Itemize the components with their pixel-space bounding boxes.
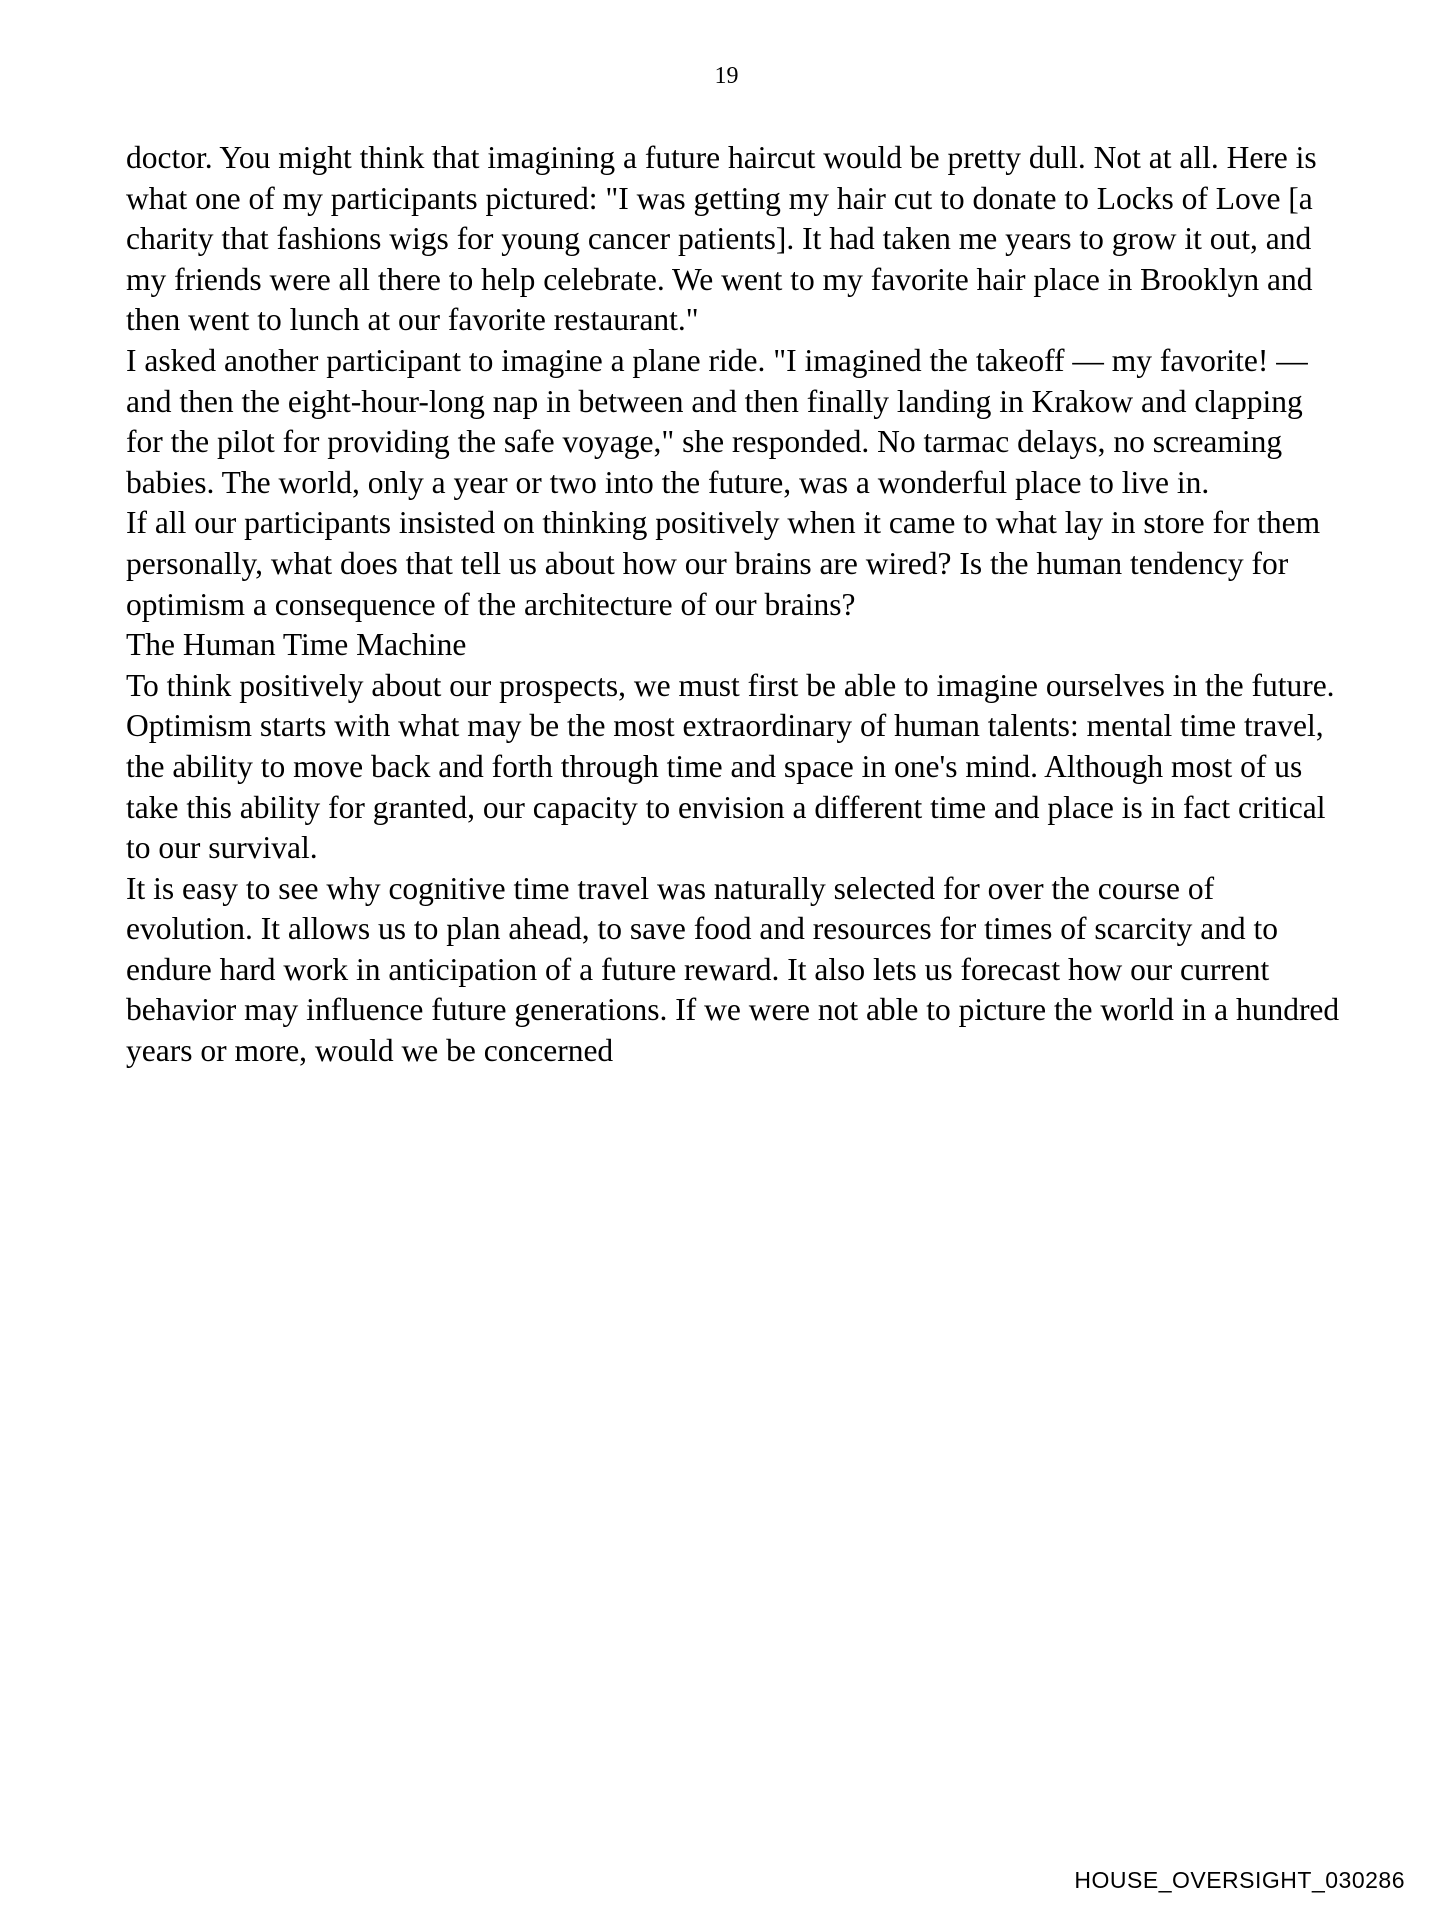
paragraph: To think positively about our prospects, we must first be able to imagine ourselves in the future. Optimism starts with what may be the most extraordinary of human talents: mental time travel, the ability to move back and forth through time and space in one's mind. Although most of us take this ability for granted, our capacity to envision a different time and place is in fact critical to our survival. [126,667,1335,866]
paragraph: doctor. You might think that imagining a future haircut would be pretty dull. Not at all. Here is what one of my participants pictured: "I was getting my hair cut to donate to Locks of Love [a charity that fashions wigs for young cancer patients]. It had taken me years to grow it out, and my friends were all there to help celebrate. We went to my favorite hair place in Brooklyn and then went to lunch at our favorite restaurant." [126,140,1317,338]
page-body [126,138,1341,1072]
page-number: 19 [714,63,739,89]
paragraph: It is easy to see why cognitive time travel was naturally selected for over the course of evolution. It allows us to plan ahead, to save food and resources for times of scarcity and to endure hard work in anticipation of a future reward. It also lets us forecast how our current behavior may influence future generations. If we were not able to picture the world in a hundred years or more, would we be concerned [126,870,1340,1069]
paragraph: If all our participants insisted on thinking positively when it came to what lay in store for them personally, what does that tell us about how our brains are wired? Is the human tendency for optimism a consequence of the architecture of our brains? [126,505,1321,622]
paragraph: I asked another participant to imagine a plane ride. "I imagined the takeoff — my favorite! — and then the eight-hour-long nap in between and then finally landing in Krakow and clapping for the pilot for providing the safe voyage," she responded. No tarmac delays, no screaming babies. The world, only a year or two into the future, was a wonderful place to live in. [126,342,1308,500]
section-heading: The Human Time Machine [126,627,467,663]
bates-stamp: HOUSE_OVERSIGHT_030286 [1074,1867,1405,1893]
